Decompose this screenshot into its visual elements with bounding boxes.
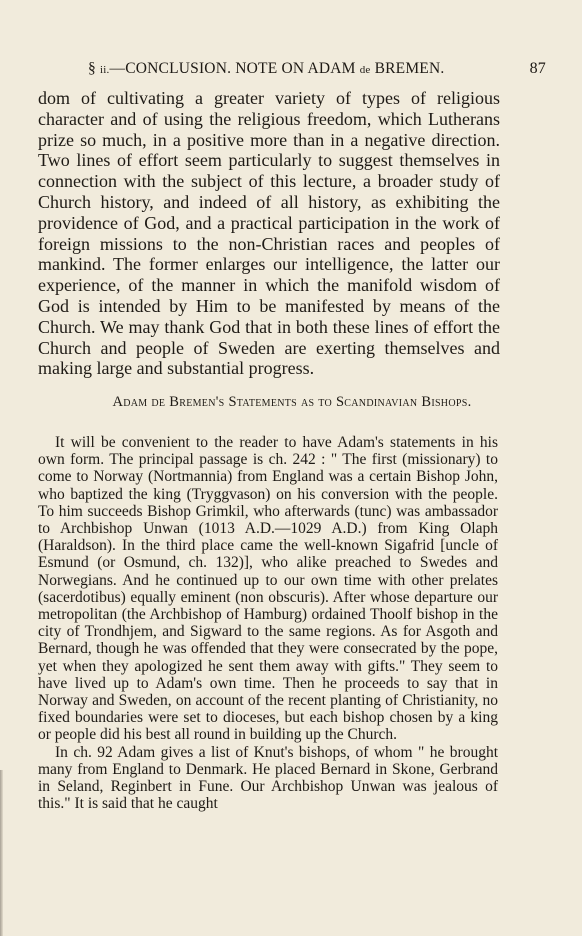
header-title-de: de: [359, 64, 371, 76]
note-body: [38, 434, 498, 812]
section-mark: §: [88, 60, 101, 77]
note-paragraph-1: It will be convenient to the reader to have Adam's statements in his own form. The principal passage is ch. 242 : " The first (missionary) to come to Norway (Nortmannia) from England was a certain Bishop John, who baptized the king (Tryggvason) on his conversion with the people. To him succeeds Bishop Grimkil, who afterwards (tunc) was ambassador to Archbishop Unwan (1013 A.D.—1029 A.D.) from King Olaph (Haraldson). In the third place came the well-known Sigafrid [uncle of Esmund (or Osmund, ch. 132)], who alike preached to Swedes and Norwegians. And he continued up to our own time with other prelates (sacerdotibus) equally eminent (non obscuris). After whose departure our metropolitan (the Archbishop of Hamburg) ordained Thoolf bishop in the city of Trondhjem, and Sigward to the same regions. As for Asgoth and Bernard, though he was offended that they were consecrated by the pope, yet when they apologized he sent them away with gifts." They seem to have lived up to Adam's own time. Then he proceeds to say that in Norway and Sweden, on account of the recent planting of Christianity, no fixed boundaries were set to dioceses, but each bishop chosen by a king or people did his best all round in building up the Church.: [38, 434, 498, 744]
note-paragraph-2: In ch. 92 Adam gives a list of Knut's bishops, of whom " he brought many from England to Denmark. He placed Bernard in Skone, Gerbrand in Seland, Reginbert in Fune. Our Archbishop Unwan was jealous of this." It is said that he caught: [38, 743, 498, 813]
note-heading: Adam de Bremen's Statements as to Scandinavian Bishops.: [112, 394, 472, 410]
page-edge-shadow: [0, 770, 3, 936]
header-title-b: BREMEN.: [370, 60, 445, 77]
page-number: 87: [529, 60, 546, 77]
lecture-paragraph: dom of cultivating a greater variety of types of religious character and of using the religious freedom, which Lutherans prize so much, in a positive more than in a negative direction. Two lines of effort seem particularly to suggest themselves in connection with the subject of this lecture, a broader study of Church history, and indeed of all history, as exhibiting the providence of God, and a practical participation in the work of foreign missions to the non-Christian races and peoples of mankind. The former enlarges our intelligence, the latter our experience, of the manner in which the manifold wisdom of God is intended by Him to be manifested by means of the Church. We may thank God that in both these lines of effort the Church and people of Sweden are exerting themselves and making large and substantial progress.: [38, 88, 500, 379]
section-number: ii.: [100, 64, 110, 76]
header-title: [88, 60, 444, 78]
header-title-a: —CONCLUSION. NOTE ON ADAM: [109, 60, 360, 77]
running-header: [38, 58, 546, 82]
